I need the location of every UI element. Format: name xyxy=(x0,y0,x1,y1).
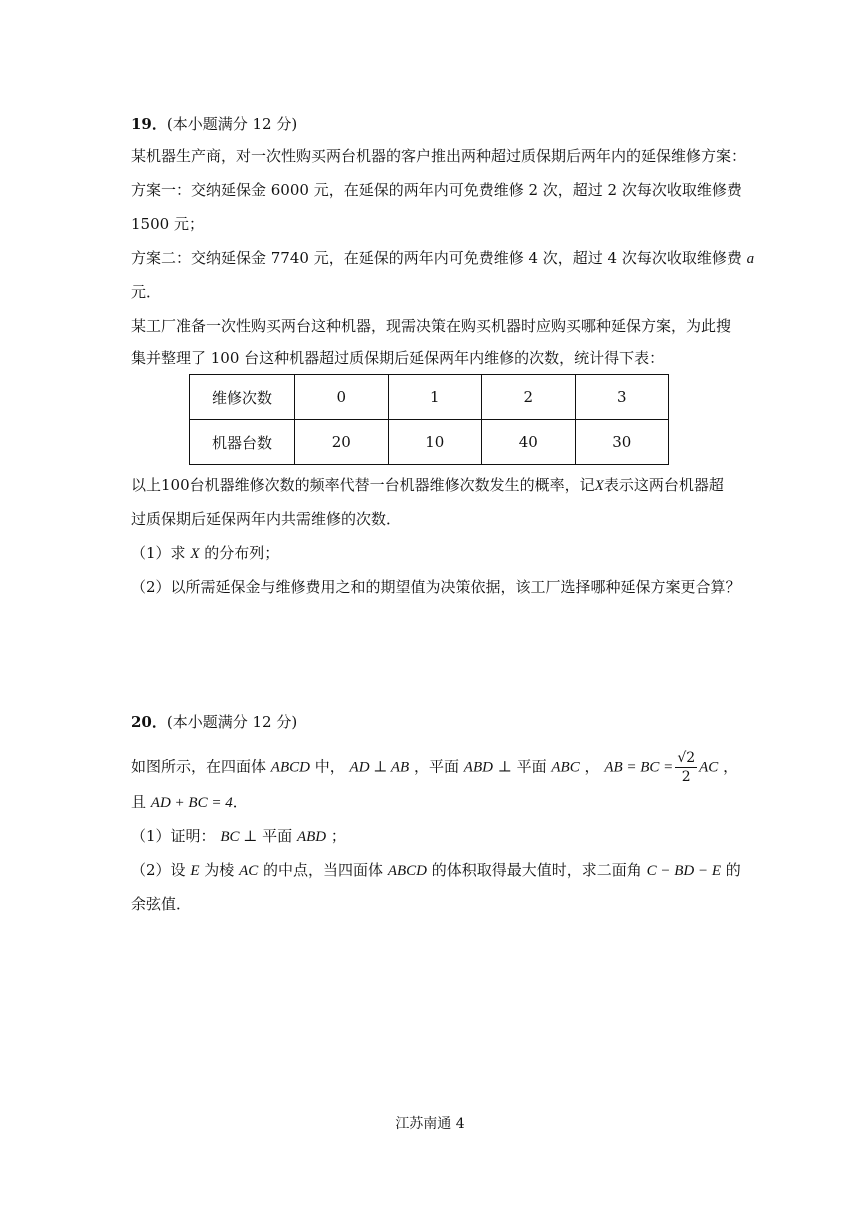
q19-plan2-var: a xyxy=(746,251,755,267)
q20-part2-tetra: ABCD xyxy=(387,863,427,879)
q20-condition xyxy=(131,792,248,813)
q20-cond-eq: AD + BC = 4 xyxy=(150,795,233,811)
q20-header xyxy=(131,712,297,732)
q20-perp: AD ⊥ AB xyxy=(349,759,410,776)
table-cell: 1 xyxy=(388,375,482,420)
q19-part1-var: X xyxy=(190,546,200,562)
q20-part1 xyxy=(131,826,346,847)
q20-part2-E: E xyxy=(190,863,200,879)
q20-statement xyxy=(131,751,738,784)
q20-stmt-text: ， xyxy=(584,757,600,776)
q20-part1-plane: ABD xyxy=(296,829,327,845)
table-cell: 10 xyxy=(388,420,482,465)
q19-plan1-line1: 方案一：交纳延保金 6000 元，在延保的两年内可免费维修 2 次，超过 2 次每次收取维修费 xyxy=(131,181,742,199)
q20-part1-text: 平面 xyxy=(262,827,293,845)
table-cell: 20 xyxy=(295,420,389,465)
q20-part1-math: BC ⊥ xyxy=(220,829,258,845)
table-row xyxy=(190,420,669,465)
q20-stmt-text: ， xyxy=(723,757,739,776)
q20-part2-text: 的 xyxy=(725,861,741,879)
q19-part1-text1: （1）求 xyxy=(131,544,186,562)
q19-after-text1: 以上100台机器维修次数的频率代替一台机器维修次数发生的概率，记 xyxy=(131,476,595,494)
q20-stmt-text: ，平面 xyxy=(413,757,459,776)
q19-header xyxy=(131,114,297,134)
q19-part1-text2: 的分布列； xyxy=(204,544,280,562)
fraction-numerator: √2 xyxy=(677,750,696,766)
q19-after-line2: 过质保期后延保两年内共需维修的次数． xyxy=(131,510,402,528)
q20-plane2: ABC xyxy=(551,759,580,776)
sqrt2-over-2-fraction xyxy=(675,751,697,784)
q20-part2-line2: 余弦值． xyxy=(131,895,192,913)
q19-plan2-line1 xyxy=(131,248,754,269)
table-cell: 机器台数 xyxy=(190,420,295,465)
q19-intro: 某机器生产商，对一次性购买两台机器的客户推出两种超过质保期后两年内的延保维修方案： xyxy=(131,147,747,165)
q19-part2: （2）以所需延保金与维修费用之和的期望值为决策依据，该工厂选择哪种延保方案更合算？ xyxy=(131,578,741,596)
q20-stmt-text: 中， xyxy=(314,757,345,776)
q19-factory-line1: 某工厂准备一次性购买两台这种机器，现需决策在购买机器时应购买哪种延保方案，为此搜 xyxy=(131,317,732,335)
q19-after-var: X xyxy=(594,478,604,494)
table-cell: 30 xyxy=(575,420,669,465)
q20-stmt-text: ⊥ 平面 xyxy=(497,757,547,776)
q20-part2-text: 的体积取得最大值时，求二面角 xyxy=(431,861,642,879)
q20-cond-text: 且 xyxy=(131,793,147,811)
q20-score: (本小题满分 12 分) xyxy=(166,713,298,731)
q19-plan2-text: 方案二：交纳延保金 7740 元，在延保的两年内可免费维修 4 次，超过 4 次每次收取维修费 xyxy=(131,249,742,267)
q19-number: 19． xyxy=(131,115,167,133)
table-cell: 维修次数 xyxy=(190,375,295,420)
q19-plan1-line2: 1500 元； xyxy=(131,215,204,233)
q20-number: 20． xyxy=(131,713,167,731)
q20-eq-right: AC xyxy=(699,759,719,776)
q19-factory-line2: 集并整理了 100 台这种机器超过质保期后延保两年内维修的次数，统计得下表： xyxy=(131,349,665,367)
table-row xyxy=(190,375,669,420)
q19-after-line1 xyxy=(131,475,724,496)
q20-plane1: ABD xyxy=(463,759,493,776)
q20-part2-text: 为棱 xyxy=(204,861,235,879)
q20-part1-text: （1）证明： xyxy=(131,827,216,845)
q20-part2-line1 xyxy=(131,860,741,881)
table-cell: 3 xyxy=(575,375,669,420)
q19-part1 xyxy=(131,543,279,564)
table-cell: 2 xyxy=(482,375,576,420)
repair-stats-table xyxy=(189,374,669,465)
q20-eq-left: AB = BC = xyxy=(604,759,674,776)
q20-tetra: ABCD xyxy=(270,759,310,776)
q19-after-text2: 表示这两台机器超 xyxy=(603,476,724,494)
page-footer: 江苏南通 4 xyxy=(395,1116,465,1132)
q20-part2-angle: C − BD − E xyxy=(646,863,721,879)
q19-score: (本小题满分 12 分) xyxy=(166,115,298,133)
q20-stmt-text: 如图所示，在四面体 xyxy=(131,757,267,776)
fraction-denominator: 2 xyxy=(681,769,691,785)
q20-cond-text: ． xyxy=(232,793,248,811)
q20-part2-text: 的中点，当四面体 xyxy=(263,861,384,879)
table-cell: 0 xyxy=(295,375,389,420)
q20-part2-text: （2）设 xyxy=(131,861,186,879)
q19-plan2-line2: 元． xyxy=(131,283,162,301)
q20-part2-AC: AC xyxy=(239,863,259,879)
table-cell: 40 xyxy=(482,420,576,465)
q20-part1-text: ； xyxy=(330,827,346,845)
